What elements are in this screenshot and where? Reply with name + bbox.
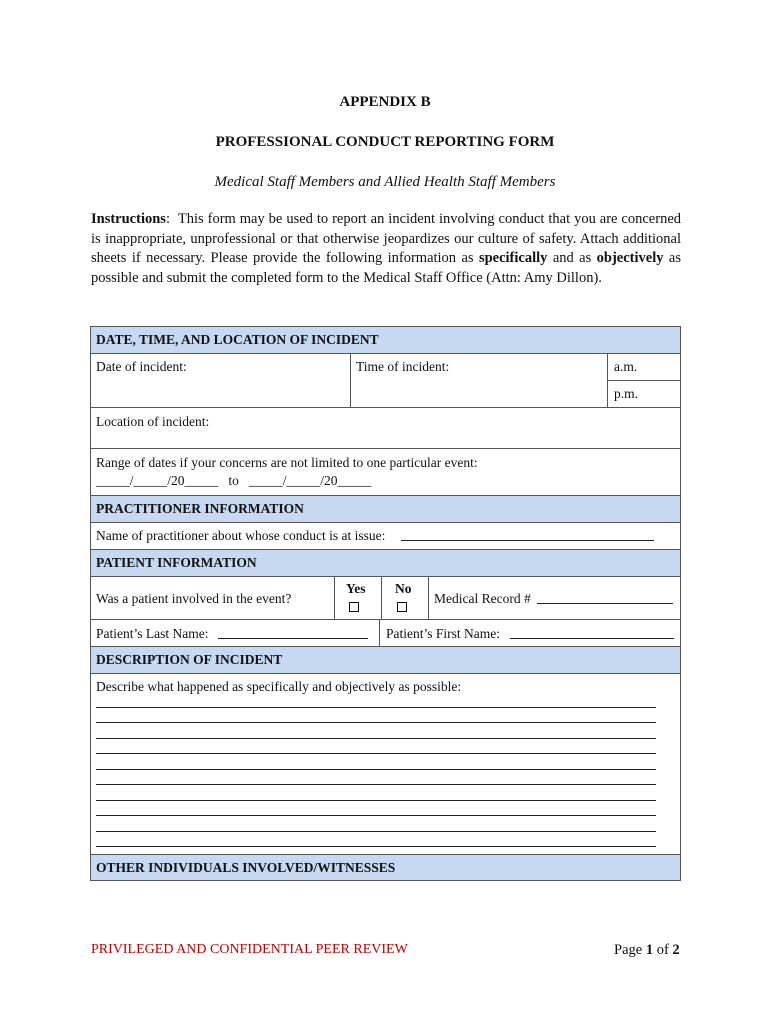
instructions-paragraph: Instructions: This form may be used to report an incident involving conduct that you are concerned is inappropriate, unprofessional or that otherwise jeopardizes our culture of safety. Attach additional sheets if necessary. Please provide the following information as specifically and as objectively as possible and submit the completed form to the Medical Staff Office (Attn: Amy Dillon). [91, 211, 681, 286]
no-label: No [395, 581, 412, 596]
reporting-form-table [90, 326, 681, 881]
yes-checkbox-icon[interactable] [349, 602, 359, 612]
instructions-label: Instructions [91, 211, 166, 227]
page-total: 2 [672, 942, 680, 958]
patient-last-name-label: Patient’s Last Name: [96, 626, 209, 641]
instructions-text-3: as possible and submit the completed form to the Medical Staff Office (Attn: Amy Dillon). [91, 250, 681, 286]
confidential-notice: PRIVILEGED AND CONFIDENTIAL PEER REVIEW [91, 942, 408, 957]
description-row [91, 674, 680, 855]
no-checkbox-icon[interactable] [397, 602, 407, 612]
practitioner-row [91, 523, 680, 550]
section-header-patient: PATIENT INFORMATION [91, 550, 680, 577]
location-of-incident-label: Location of incident: [96, 414, 210, 429]
description-prompt: Describe what happened as specifically and objectively as possible: [96, 679, 462, 694]
of-word: of [656, 942, 669, 958]
section-header-incident: DATE, TIME, AND LOCATION OF INCIDENT [91, 327, 680, 354]
patient-name-row [91, 620, 680, 647]
appendix-title: APPENDIX B [339, 94, 431, 110]
instructions-emphasis-objectively: objectively [596, 250, 664, 267]
date-range-label: Range of dates if your concerns are not limited to one particular event: [96, 455, 478, 470]
patient-last-name-field[interactable] [218, 626, 368, 639]
patient-first-name-label: Patient’s First Name: [386, 626, 500, 641]
patient-involved-row [91, 577, 680, 620]
pm-option[interactable]: p.m. [614, 386, 639, 401]
patient-involved-label: Was a patient involved in the event? [96, 591, 292, 606]
practitioner-name-label: Name of practitioner about whose conduct is at issue: [96, 528, 386, 543]
medical-record-field[interactable] [537, 591, 673, 604]
time-of-incident-label: Time of incident: [356, 359, 450, 374]
yes-label: Yes [346, 581, 366, 596]
instructions-text-1: This form may be used to report an incident involving conduct that you are concerned is inappropriate, unprofessional or that otherwise jeopardizes our culture of safety. Attach additional sheets if necessary. Please provide the following information as [91, 211, 681, 267]
patient-first-name-field[interactable] [510, 626, 674, 639]
section-header-witnesses: OTHER INDIVIDUALS INVOLVED/WITNESSES [91, 855, 680, 880]
form-subtitle: Medical Staff Members and Allied Health Staff Members [214, 174, 556, 190]
instructions-emphasis-specifically: specifically [478, 250, 548, 267]
page-number: 1 [645, 942, 654, 958]
instructions-text-2: and as [547, 250, 597, 267]
section-header-practitioner: PRACTITIONER INFORMATION [91, 496, 680, 523]
location-row [91, 408, 680, 449]
section-header-description: DESCRIPTION OF INCIDENT [91, 647, 680, 674]
date-range-row [91, 449, 680, 496]
form-title: PROFESSIONAL CONDUCT REPORTING FORM [215, 134, 555, 150]
date-range-blanks[interactable]: _____/_____/20_____ to _____/_____/20_____ [96, 473, 372, 488]
practitioner-name-field[interactable] [401, 528, 654, 541]
date-of-incident-label: Date of incident: [96, 359, 187, 374]
date-time-row [91, 354, 680, 408]
page-indicator [614, 942, 680, 959]
page-word: Page [614, 942, 643, 958]
medical-record-label: Medical Record # [434, 591, 531, 606]
am-option[interactable]: a.m. [614, 359, 638, 374]
